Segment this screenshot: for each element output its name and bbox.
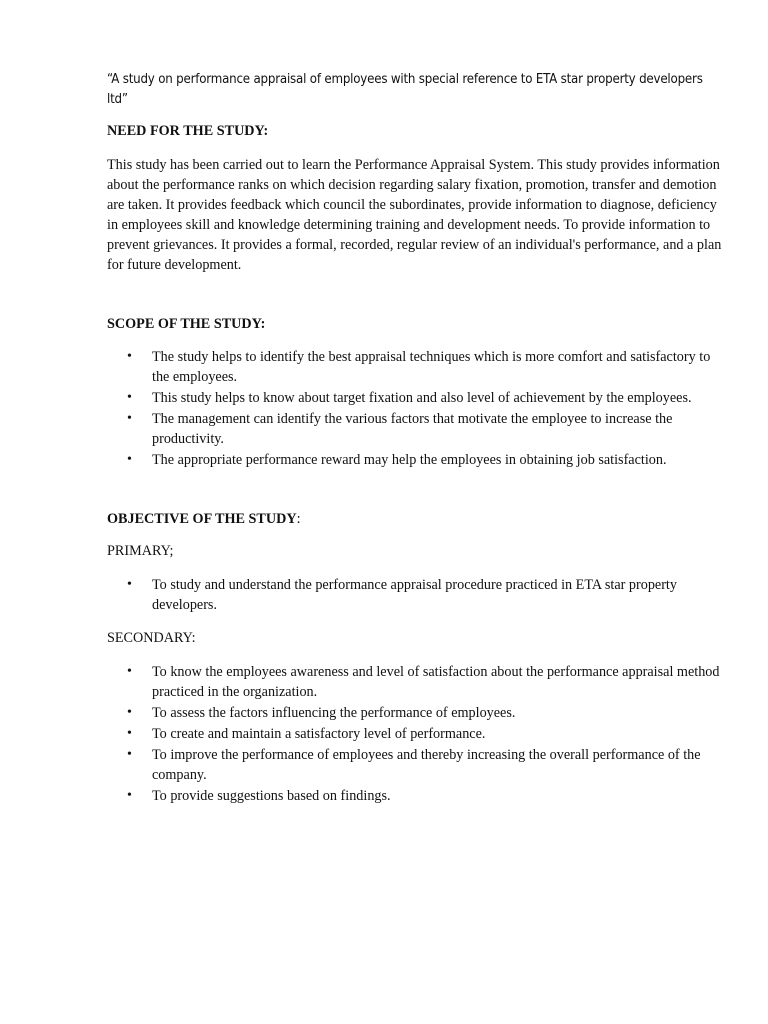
objective-heading — [107, 509, 727, 529]
document-page — [107, 60, 727, 807]
bullet-icon: • — [127, 411, 132, 426]
list-item-text: To study and understand the performance appraisal procedure practiced in ETA star property developers. — [152, 577, 677, 613]
scope-heading: SCOPE OF THE STUDY: — [107, 316, 266, 332]
objective-heading-text: OBJECTIVE OF THE STUDY — [107, 511, 297, 527]
scope-list — [107, 347, 727, 470]
bullet-icon: • — [127, 577, 132, 592]
need-paragraph: This study has been carried out to learn the Performance Appraisal System. This study provides information about the performance ranks on which decision regarding salary fixation, promotion, transfer and demotion are taken. It provides feedback which council the subordinates, provide information to diagnose, deficiency in employees skill and knowledge determining training and development needs. To provide information to prevent grievances. It provides a formal, recorded, regular review of an individual's performance, and a plan for future development. — [107, 157, 722, 273]
list-item — [107, 745, 727, 785]
list-item — [107, 388, 727, 408]
bullet-icon: • — [127, 726, 132, 741]
list-item — [107, 347, 727, 387]
bullet-icon: • — [127, 664, 132, 679]
list-item — [107, 662, 727, 702]
list-item-text: The study helps to identify the best appraisal techniques which is more comfort and satisfactory to the employees. — [152, 349, 711, 385]
list-item-text: To assess the factors influencing the performance of employees. — [152, 705, 516, 721]
bullet-icon: • — [127, 705, 132, 720]
list-item — [107, 786, 727, 806]
list-item-text: To create and maintain a satisfactory level of performance. — [152, 726, 486, 742]
objective-heading-colon: : — [296, 511, 301, 527]
secondary-label: SECONDARY: — [107, 630, 196, 646]
list-item-text: This study helps to know about target fixation and also level of achievement by the employees. — [152, 390, 692, 406]
bullet-icon: • — [127, 788, 132, 803]
primary-label: PRIMARY; — [107, 543, 174, 559]
bullet-icon: • — [127, 390, 132, 405]
primary-list — [107, 575, 727, 615]
secondary-list — [107, 662, 727, 806]
list-item-text: To improve the performance of employees and thereby increasing the overall performance of the company. — [152, 747, 701, 783]
list-item — [107, 450, 727, 470]
document-title: “A study on performance appraisal of employees with special reference to ETA star property developers ltd” — [107, 72, 703, 107]
list-item — [107, 724, 727, 744]
bullet-icon: • — [127, 349, 132, 364]
list-item — [107, 703, 727, 723]
bullet-icon: • — [127, 747, 132, 762]
need-heading: NEED FOR THE STUDY: — [107, 123, 269, 139]
list-item-text: To know the employees awareness and level of satisfaction about the performance appraisal method practiced in the organization. — [152, 664, 720, 700]
list-item — [107, 409, 727, 449]
list-item-text: The appropriate performance reward may help the employees in obtaining job satisfaction. — [152, 452, 667, 468]
list-item-text: The management can identify the various factors that motivate the employee to increase the productivity. — [152, 411, 673, 447]
bullet-icon: • — [127, 452, 132, 467]
list-item-text: To provide suggestions based on findings. — [152, 788, 391, 804]
list-item — [107, 575, 727, 615]
